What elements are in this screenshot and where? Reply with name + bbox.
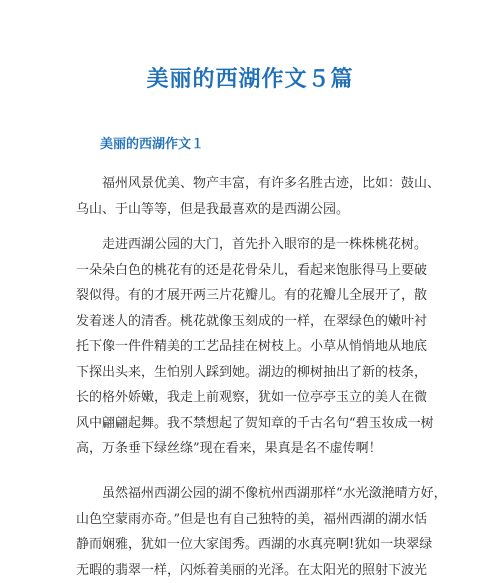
paragraph-line: 静而娴雅，犹如一位大家闺秀。西湖的水真亮啊!犹如一块翠绿 — [76, 532, 436, 558]
paragraph-3 — [76, 481, 436, 583]
section-heading: 美丽的西湖作文１ — [100, 134, 204, 156]
paragraph-1 — [76, 171, 436, 222]
paragraph-line: 风中翩翩起舞。我不禁想起了贺知章的千古名句“碧玉妆成一树 — [76, 411, 436, 437]
paragraph-2 — [76, 232, 436, 462]
paragraph-line: 走进西湖公园的大门，首先扑入眼帘的是一株株桃花树。 — [76, 232, 436, 258]
paragraph-line: 福州风景优美、物产丰富，有许多名胜古迹，比如：鼓山、 — [76, 171, 436, 197]
paragraph-line: 高，万条垂下绿丝绦”现在看来，果真是名不虚传啊！ — [76, 436, 436, 462]
paragraph-line: 乌山、于山等等，但是我最喜欢的是西湖公园。 — [76, 197, 436, 223]
paragraph-line: 长的格外娇嫩，我走上前观察，犹如一位亭亭玉立的美人在微 — [76, 385, 436, 411]
paragraph-line: 托下像一件件精美的工艺品挂在树枝上。小草从悄悄地从地底 — [76, 334, 436, 360]
paragraph-line: 无暇的翡翠一样，闪烁着美丽的光泽。在太阳光的照射下波光 — [76, 558, 436, 583]
paragraph-line: 下探出头来，生怕别人踩到她。湖边的柳树抽出了新的枝条， — [76, 360, 436, 386]
paragraph-line: 一朵朵白色的桃花有的还是花骨朵儿，看起来饱胀得马上要破 — [76, 258, 436, 284]
document-title: 美丽的西湖作文５篇 — [0, 64, 500, 96]
paragraph-line: 发着迷人的清香。桃花就像玉刻成的一样，在翠绿色的嫩叶衬 — [76, 309, 436, 335]
paragraph-line: 裂似得。有的才展开两三片花瓣儿。有的花瓣儿全展开了，散 — [76, 283, 436, 309]
paragraph-line: 山色空蒙雨亦奇。”但是也有自己独特的美，福州西湖的湖水恬 — [76, 507, 436, 533]
paragraph-line: 虽然福州西湖公园的湖不像杭州西湖那样“水光潋滟晴方好， — [76, 481, 436, 507]
